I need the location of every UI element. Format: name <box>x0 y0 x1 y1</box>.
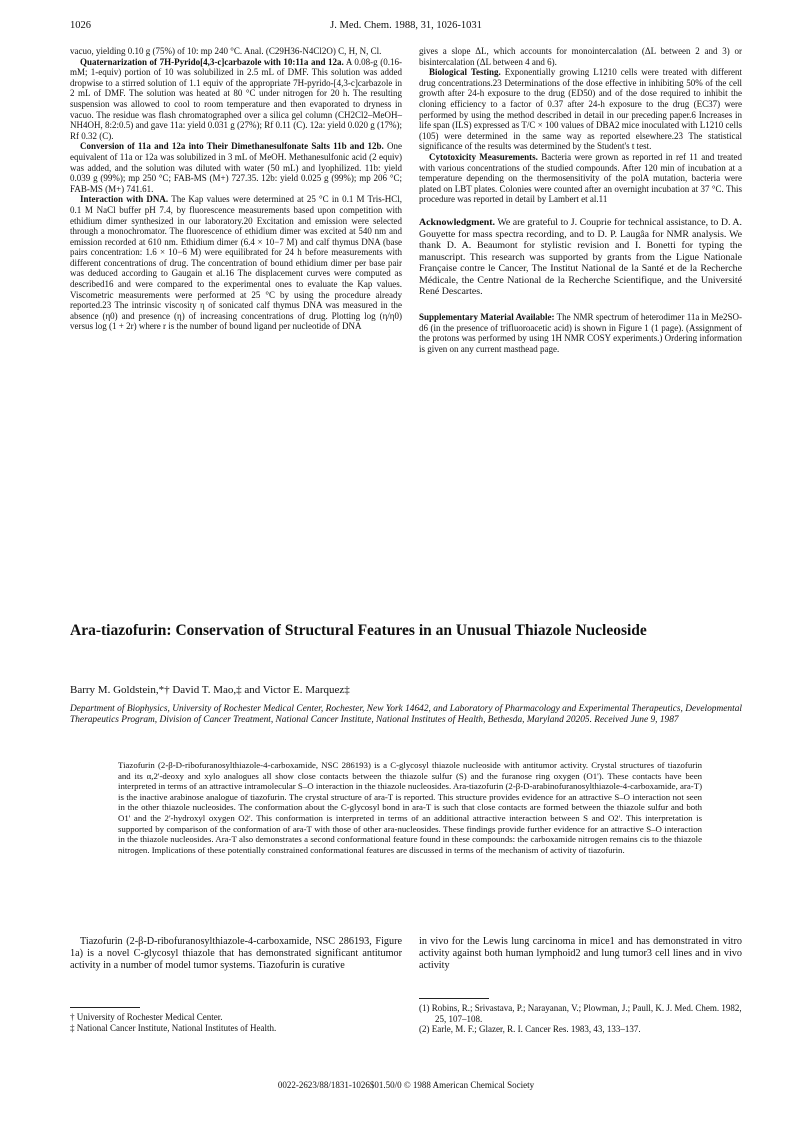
paragraph-text: We are grateful to J. Couprie for technical assistance, to D. A. Gouyette for mass spectra recording, and to D. P. Laugâa for NMR analysis. We thank D. A. Beaumont for stylistic revision and I. Bonetti for typing the manuscript. This research was supported by grants from the Ligue Nationale Française contre le Cancer, The Institut National de la Santé et de la Recherche Médicale, the Centre National de la Recherche Scientifique, and the Université René Descartes. <box>419 216 742 298</box>
supplementary-material <box>419 312 742 354</box>
copyright-footer: 0022-2623/88/1831-1026$01.50/0 © 1988 American Chemical Society <box>277 1080 535 1090</box>
section-heading: Conversion of 11a and 12a into Their Dimethanesulfonate Salts 11b and 12b. <box>80 141 384 152</box>
paragraph-text: The Kap values were determined at 25 °C in 0.1 M Tris-HCl, 0.1 M NaCl buffer pH 7.4, by fluorescence measurements based upon competition with ethidium dimer synthesized in our laboratory.20 Excitation and emission were selected through a monochromator. The fluorescence of ethidium dimer was excited at 540 nm and emission recorded at 610 nm. Ethidium dimer (6.4 × 10−7 M) and calf thymus DNA (base pairs concentration: 1.6 × 10−6 M) were equilibrated for 24 h before measurements with different concentrations of drug. The concentration of bound ethidium dimer per base pair was deduced according to Gaugain et al.16 The displacement curves were computed as described16 and were compared to the experimental ones to evaluate the Kap values. Viscometric measurements were performed at 25 °C by using the procedure already reported.23 The intrinsic viscosity η of sonicated calf thymus DNA was measured in the absence (η0) and presence (η) of increasing concentrations of drug. Plotting log (η/η0) versus log (1 + 2r) where r is the number of bound ligand per nucleotide of DNA <box>70 194 402 332</box>
references <box>419 1003 742 1035</box>
paragraph-text: The NMR spectrum of heterodimer 11a in Me2SO-d6 (in the presence of trifluoroacetic acid) is shown in Figure 1 (1 page). (Assignment of the protons was performed by using 1H NMR COSY experiments.) Ordering information is given on any current masthead page. <box>419 312 743 354</box>
body-text-right: in vivo for the Lewis lung carcinoma in mice1 and has demonstrated in vitro activity against both human lymphoid2 and lung tumor3 cell lines and in vivo activity <box>419 936 742 972</box>
section-heading: Supplementary Material Available: <box>419 312 555 323</box>
paragraph: gives a slope ΔL, which accounts for monointercalation (ΔL between 2 and 3) or bisintercalation (ΔL between 4 and 6). <box>419 46 742 67</box>
reference: (2) Earle, M. F.; Glazer, R. I. Cancer Res. 1983, 43, 133–137. <box>419 1024 641 1035</box>
abstract: Tiazofurin (2-β-D-ribofuranosylthiazole-4-carboxamide, NSC 286193) is a C-glycosyl thiazole nucleoside with antitumor activity. Crystal structures of tiazofurin and its α,2'-deoxy and xylo analogues all show close contacts between the thiazole sulfur (S) and the furanose ring oxygen (O1'). These contacts have been interpreted in terms of an attractive intramolecular S–O interaction in the thiazole nucleosides. Ara-tiazofurin (2-β-D-arabinofuranosylthiazole-4-carboxamide, ara-T) is the inactive arabinose analogue of tiazofurin. The crystal structure of ara-T is reported. This structure provides evidence for an attractive S–O interaction not seen in the other thiazole nucleosides. The conformation about the C-glycosyl bond in ara-T is such that close contacts are formed between the thiazole sulfur and both O1' and the 2'-hydroxyl oxygen O2'. This conformation is interpreted in terms of an additional attractive interaction between S and O2'. This interpretation is supported by comparison of the conformation of ara-T with those of other ara-nucleosides. These findings provide further evidence for an attractive S–O interaction in the thiazole nucleosides. Ara-T also demonstrates a second conformational feature found in these compounds: the carboxamide nitrogen remains cis to the thiazole nitrogen. Implications of these potentially constrained conformational features are discussed in terms of the mechanism of activity of tiazofurin. <box>118 760 702 855</box>
footnote-rule <box>70 1007 140 1008</box>
affiliation-footnotes <box>70 1012 402 1034</box>
section-heading: Interaction with DNA. <box>80 194 169 205</box>
paragraph-text: Exponentially growing L1210 cells were treated with different drug concentrations.23 Determinations of the dose effective in inhibiting 50% of the cell growth after 24-h exposure to the drug (ED50) and of the dose required to inhibit the cloning efficiency to a factor of 0.37 after 24-h exposure to the drug (EC37) were performed by using the method described in detail in our preceding paper.6 Increases in life span (ILS) expressed as T/C × 100 values of DBA2 mice inoculated with L1210 cells (105) were determined in the same way as reported elsewhere.23 The statistical significance of the results was determined by the Student's t test. <box>419 67 743 152</box>
footnote: ‡ National Cancer Institute, National Institutes of Health. <box>70 1022 277 1033</box>
paragraph <box>419 67 742 152</box>
paragraph-text: One equivalent of 11a or 12a was solubilized in 3 mL of MeOH. Methanesulfonic acid (2 equiv) was added, and the solution was diluted with water (50 mL) and lyophilized. 11b: yield 0.039 g (99%); mp 250 °C; FAB-MS (M+) 727.35. 12b: yield 0.025 g (99%); mp 206 °C; FAB-MS (M+) 741.61. <box>70 141 403 194</box>
article-authors: Barry M. Goldstein,*† David T. Mao,‡ and Victor E. Marquez‡ <box>70 684 350 696</box>
acknowledgment <box>419 217 742 298</box>
section-heading: Cytotoxicity Measurements. <box>429 151 538 162</box>
article-affiliation: Department of Biophysics, University of Rochester Medical Center, Rochester, New York 14642, and Laboratory of Pharmacology and Experimental Therapeutics, Developmental Therapeutics Program, Division of Cancer Treatment, National Cancer Institute, National Institutes of Health, Bethesda, Maryland 20205. Received June 9, 1987 <box>70 704 742 726</box>
paragraph <box>419 152 742 205</box>
paragraph <box>70 194 402 332</box>
running-header <box>70 20 742 34</box>
footnote: † University of Rochester Medical Center. <box>70 1012 223 1022</box>
paragraph <box>70 141 402 194</box>
paragraph: vacuo, yielding 0.10 g (75%) of 10: mp 240 °C. Anal. (C29H36-N4Cl2O) C, H, N, Cl. <box>70 46 382 56</box>
section-heading: Acknowledgment. <box>419 216 495 228</box>
right-column <box>419 46 742 354</box>
paragraph-text: A 0.08-g (0.16-mM; 1-equiv) portion of 10 was solubilized in 2.5 mL of DMF. This solution was added dropwise to a stirred solution of 1.1 equiv of the appropriate 7H-pyrido-[4,3-c]carbazole in 2 mL of DMF. The solution was heated at 80 °C under nitrogen for 20 h. The resulting suspension was allowed to cool to room temperature and then evaporated to dryness in vacuo. The residue was flash chromatographed over a silica gel column (CH2Cl2–MeOH–NH4OH, 8:2:0.5) and gave 11a: yield 0.031 g (27%); Rf 0.11 (C). 12a: yield 0.020 g (17%); Rf 0.32 (C). <box>70 56 402 141</box>
reference-rule <box>419 998 489 999</box>
section-heading: Quaternarization of 7H-Pyrido[4,3-c]carbazole with 10:11a and 12a. <box>80 56 344 67</box>
journal-citation: J. Med. Chem. 1988, 31, 1026-1031 <box>330 20 482 31</box>
reference: (1) Robins, R.; Srivastava, P.; Narayanan, V.; Plowman, J.; Paull, K. J. Med. Chem. 1982, 25, 107–108. <box>419 1003 742 1024</box>
paragraph <box>70 57 402 142</box>
article-title: Ara-tiazofurin: Conservation of Structural Features in an Unusual Thiazole Nucleoside <box>70 622 647 639</box>
page-number: 1026 <box>70 20 91 31</box>
section-heading: Biological Testing. <box>429 67 501 78</box>
left-column <box>70 46 402 332</box>
body-text-left: Tiazofurin (2-β-D-ribofuranosylthiazole-4-carboxamide, NSC 286193, Figure 1a) is a novel C-glycosyl thiazole that has demonstrated significant antitumor activity in a number of model tumor systems. Tiazofurin is curative <box>70 936 402 972</box>
paragraph-text: Bacteria were grown as reported in ref 11 and treated with various concentrations of the studied compounds. After 120 min of incubation at a temperature depending on the thermosensitivity of the polA mutation, bacteria were plated on LBT plates. Colonies were counted after an overnight incubation at 37 °C. This procedure was reported in detail by Lambert et al.11 <box>419 151 743 205</box>
